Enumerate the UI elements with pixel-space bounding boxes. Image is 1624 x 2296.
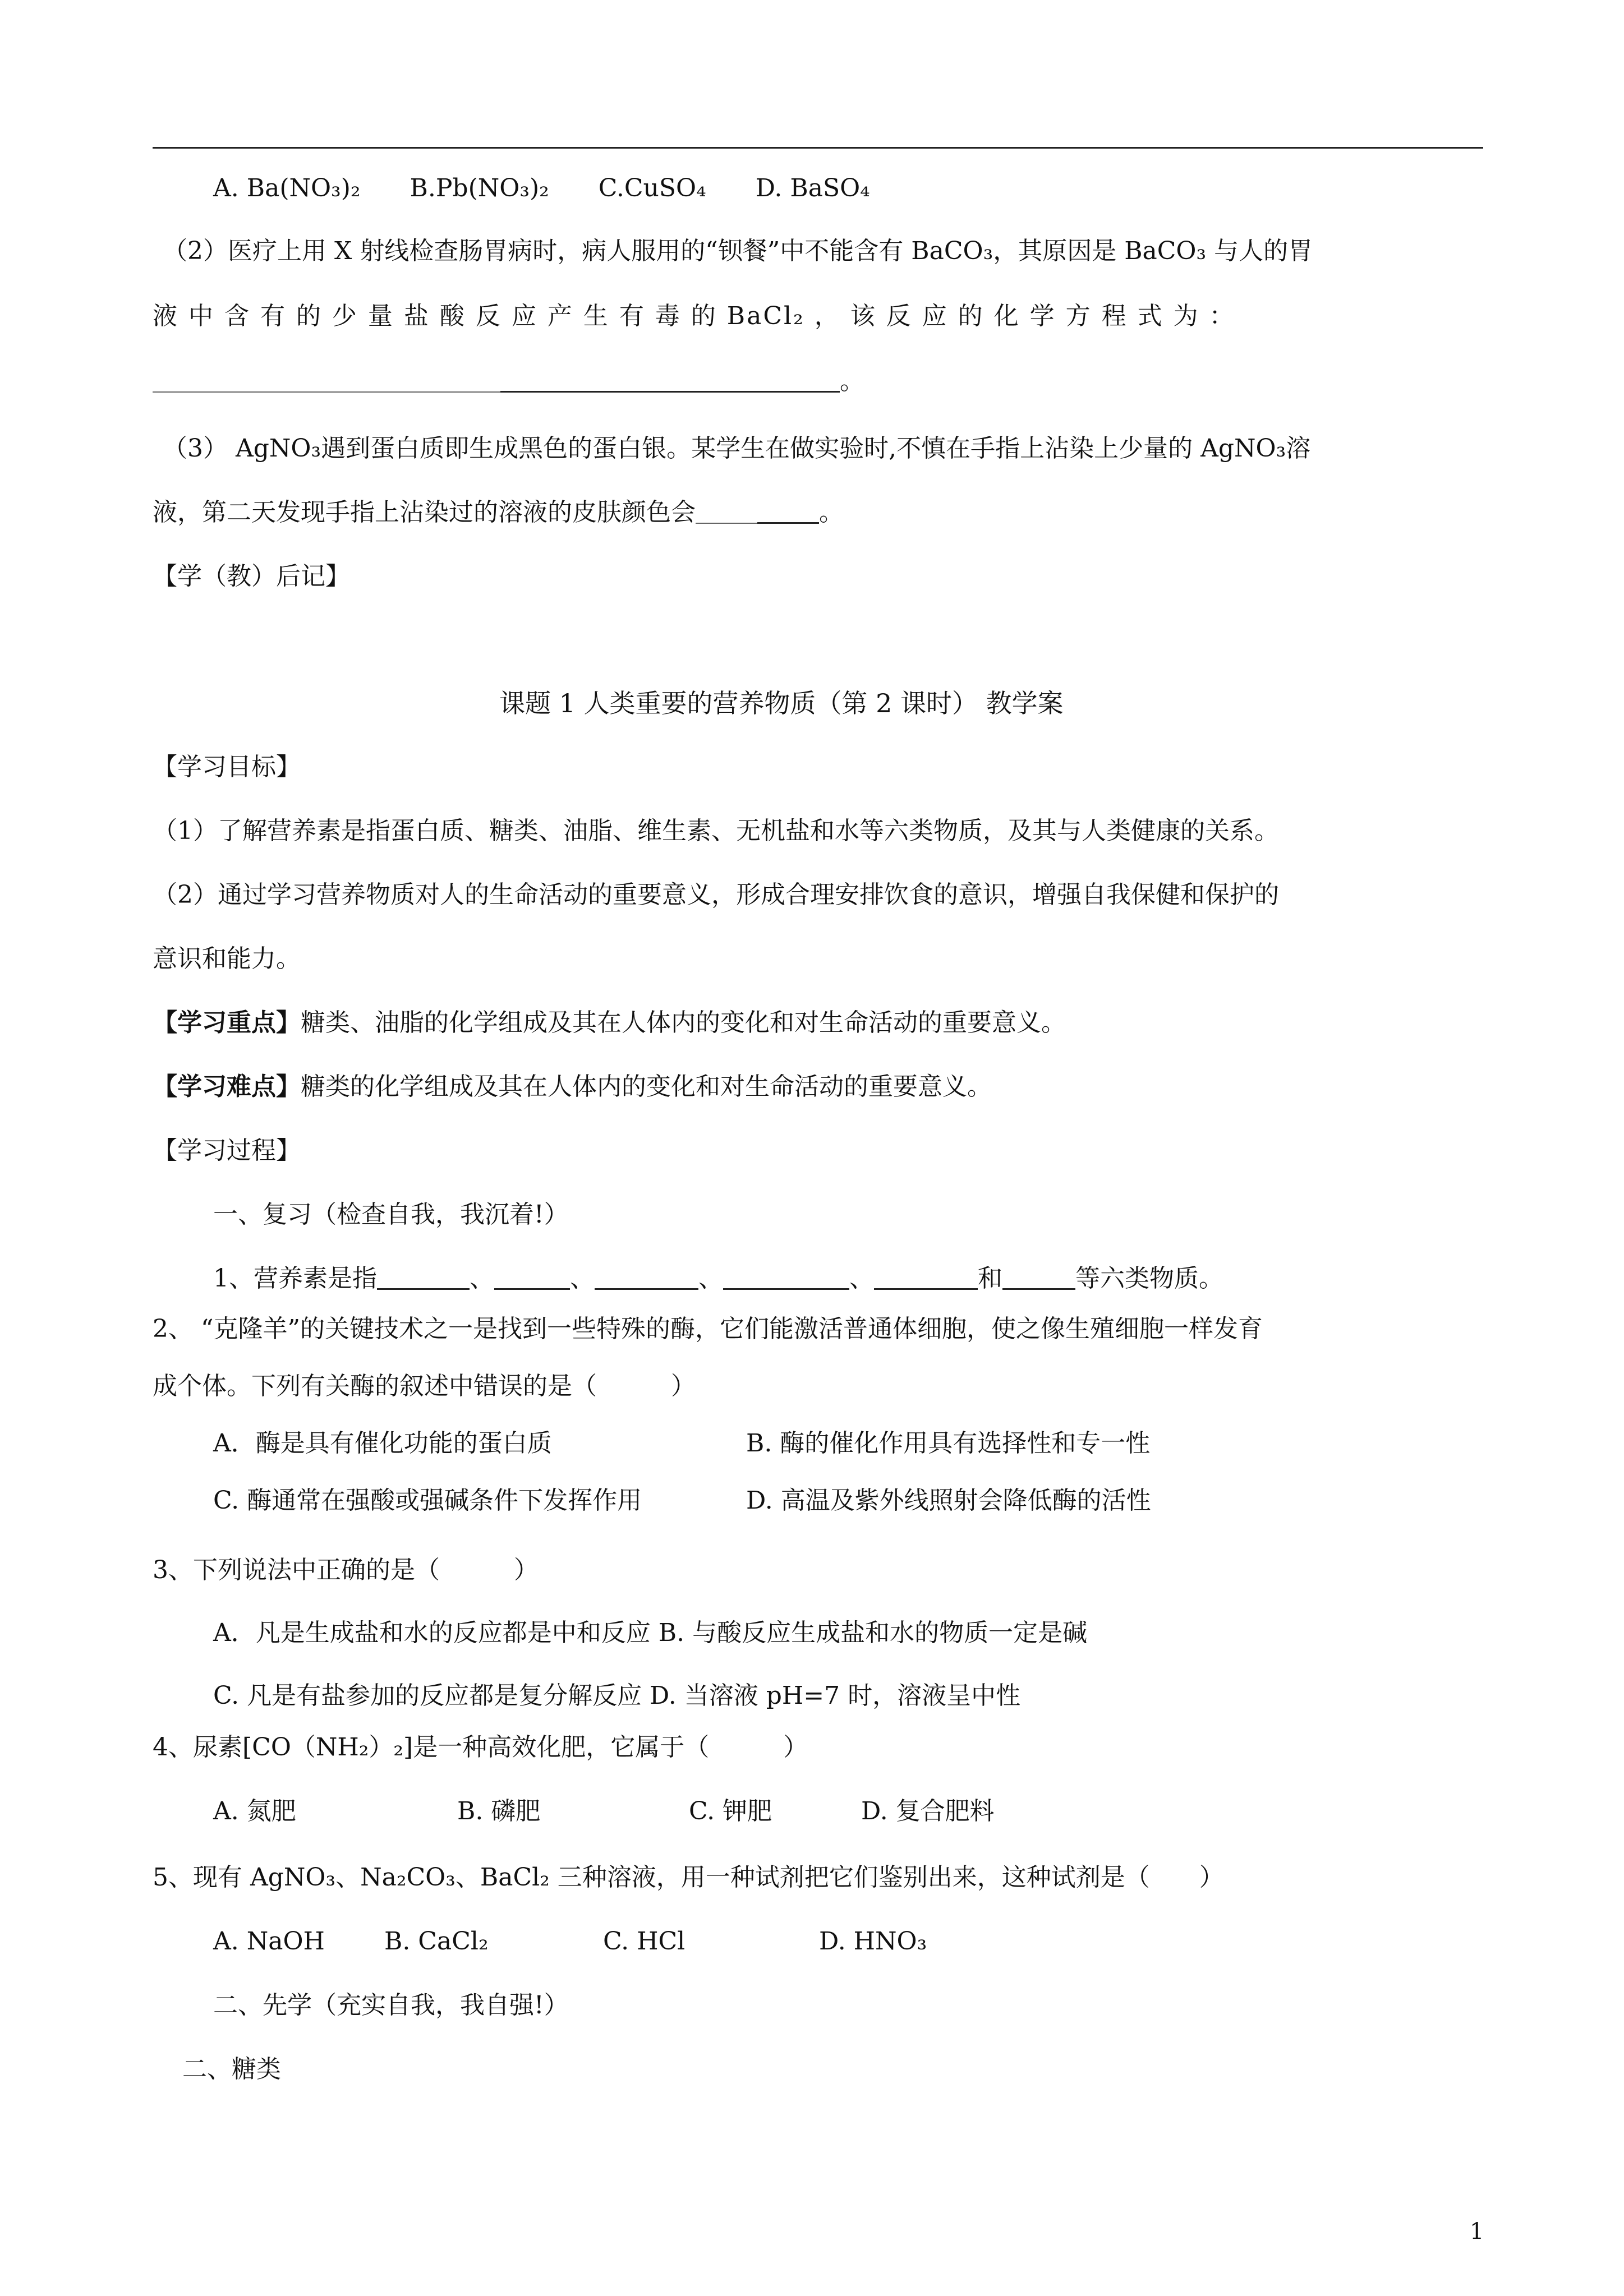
- question-3-text: 液，第二天发现手指上沾染过的溶液的皮肤颜色会: [153, 498, 696, 527]
- q5-option-c: C. HCl: [603, 1927, 686, 1956]
- key-points-heading: 【学习重点】: [153, 1008, 301, 1037]
- answer-blank[interactable]: [500, 366, 840, 393]
- q4-option-d: D. 复合肥料: [861, 1797, 995, 1825]
- header-rule: [153, 147, 1483, 149]
- answer-blank[interactable]: [696, 498, 757, 524]
- nutrient-blank-1[interactable]: [377, 1264, 470, 1290]
- nutrient-blank-4[interactable]: [723, 1264, 849, 1290]
- q2-option-d: D. 高温及紫外线照射会降低酶的活性: [746, 1486, 1151, 1515]
- q3-options-cd: C. 凡是有盐参加的反应都是复分解反应 D. 当溶液 pH=7 时，溶液呈中性: [213, 1681, 1021, 1710]
- key-points-text: 糖类、油脂的化学组成及其在人体内的变化和对生命活动的重要意义。: [301, 1008, 1066, 1037]
- review-question-3: 3、下列说法中正确的是（ ）: [153, 1556, 539, 1584]
- nutrient-blank-3[interactable]: [595, 1264, 698, 1290]
- answer-options-line: A. Ba(NO₃)₂ B.Pb(NO₃)₂ C.CuSO₄ D. BaSO₄: [213, 174, 870, 202]
- process-heading: 【学习过程】: [153, 1136, 301, 1165]
- review-question-2-line-1: 2、 “克隆羊”的关键技术之一是找到一些特殊的酶，它们能激活普通体细胞，使之像生殖细胞一样发育: [153, 1315, 1263, 1343]
- period: 。: [840, 367, 864, 395]
- separator: 、: [470, 1264, 494, 1293]
- page-number: 1: [1470, 2219, 1484, 2244]
- difficult-points-text: 糖类的化学组成及其在人体内的变化和对生命活动的重要意义。: [301, 1072, 992, 1101]
- review-question-1: [213, 1262, 1223, 1295]
- goals-heading: 【学习目标】: [153, 753, 301, 781]
- review-question-2-line-2: 成个体。下列有关酶的叙述中错误的是（ ）: [153, 1372, 696, 1400]
- separator: 、: [849, 1264, 874, 1293]
- q2-option-a: A．酶是具有催化功能的蛋白质: [213, 1429, 552, 1458]
- difficult-points-heading: 【学习难点】: [153, 1072, 301, 1101]
- question-2-answer-line: [153, 365, 864, 398]
- goal-2-line-2: 意识和能力。: [153, 944, 301, 973]
- goal-2-line-1: （2）通过学习营养物质对人的生命活动的重要意义，形成合理安排饮食的意识，增强自我保健和保护的: [153, 880, 1279, 909]
- separator: 、: [698, 1264, 723, 1293]
- nutrient-blank-6[interactable]: [1002, 1264, 1075, 1290]
- sugar-section-heading: 二、糖类: [182, 2055, 281, 2083]
- answer-blank[interactable]: [153, 367, 500, 393]
- review-question-4: 4、尿素[CO（NH₂）₂]是一种高效化肥，它属于（ ）: [153, 1733, 808, 1762]
- lesson-title: 课题 1 人类重要的营养物质（第 2 课时） 教学案: [499, 688, 1064, 718]
- and-word: 和: [978, 1264, 1002, 1293]
- q5-option-d: D. HNO₃: [819, 1927, 927, 1956]
- nutrient-blank-2[interactable]: [494, 1264, 570, 1290]
- answer-blank[interactable]: [757, 497, 819, 524]
- postscript-heading: 【学（教）后记】: [153, 562, 350, 591]
- q2-option-c: C. 酶通常在强酸或强碱条件下发挥作用: [213, 1486, 642, 1515]
- key-points: [153, 1006, 1066, 1040]
- question-2-line-1: （2）医疗上用 X 射线检查肠胃病时，病人服用的“钡餐”中不能含有 BaCO₃，其原因是 BaCO₃ 与人的胃: [163, 237, 1313, 265]
- pre-study-heading: 二、先学（充实自我，我自强!）: [213, 1991, 569, 2020]
- difficult-points: [153, 1070, 992, 1104]
- q2-option-b: B. 酶的催化作用具有选择性和专一性: [746, 1429, 1151, 1458]
- question-3-line-2: [153, 496, 844, 529]
- nutrient-blank-5[interactable]: [874, 1264, 978, 1290]
- separator: 、: [570, 1264, 595, 1293]
- period: 。: [819, 498, 844, 527]
- q4-option-b: B. 磷肥: [457, 1797, 541, 1825]
- question-1-end: 等六类物质。: [1075, 1264, 1223, 1293]
- q4-option-a: A. 氮肥: [213, 1797, 296, 1825]
- question-3-line-1: （3） AgNO₃遇到蛋白质即生成黑色的蛋白银。某学生在做实验时,不慎在手指上沾染上少量的 AgNO₃溶: [163, 434, 1311, 463]
- question-2-line-2: 液 中 含 有 的 少 量 盐 酸 反 应 产 生 有 毒 的 BaCl₂ ， 该 反 应 的 化 学 方 程 式 为 ：: [153, 302, 1236, 330]
- goal-1: （1）了解营养素是指蛋白质、糖类、油脂、维生素、无机盐和水等六类物质，及其与人类健康的关系。: [153, 817, 1279, 845]
- review-heading: 一、复习（检查自我，我沉着!）: [213, 1200, 569, 1229]
- q4-option-c: C. 钾肥: [689, 1797, 772, 1825]
- q5-option-b: B. CaCl₂: [384, 1927, 489, 1956]
- question-1-text: 1、营养素是指: [213, 1264, 377, 1293]
- q3-options-ab: A．凡是生成盐和水的反应都是中和反应 B. 与酸反应生成盐和水的物质一定是碱: [213, 1619, 1088, 1647]
- review-question-5: 5、现有 AgNO₃、Na₂CO₃、BaCl₂ 三种溶液，用一种试剂把它们鉴别出来，这种试剂是（ ）: [153, 1863, 1224, 1892]
- q5-option-a: A. NaOH: [213, 1927, 325, 1956]
